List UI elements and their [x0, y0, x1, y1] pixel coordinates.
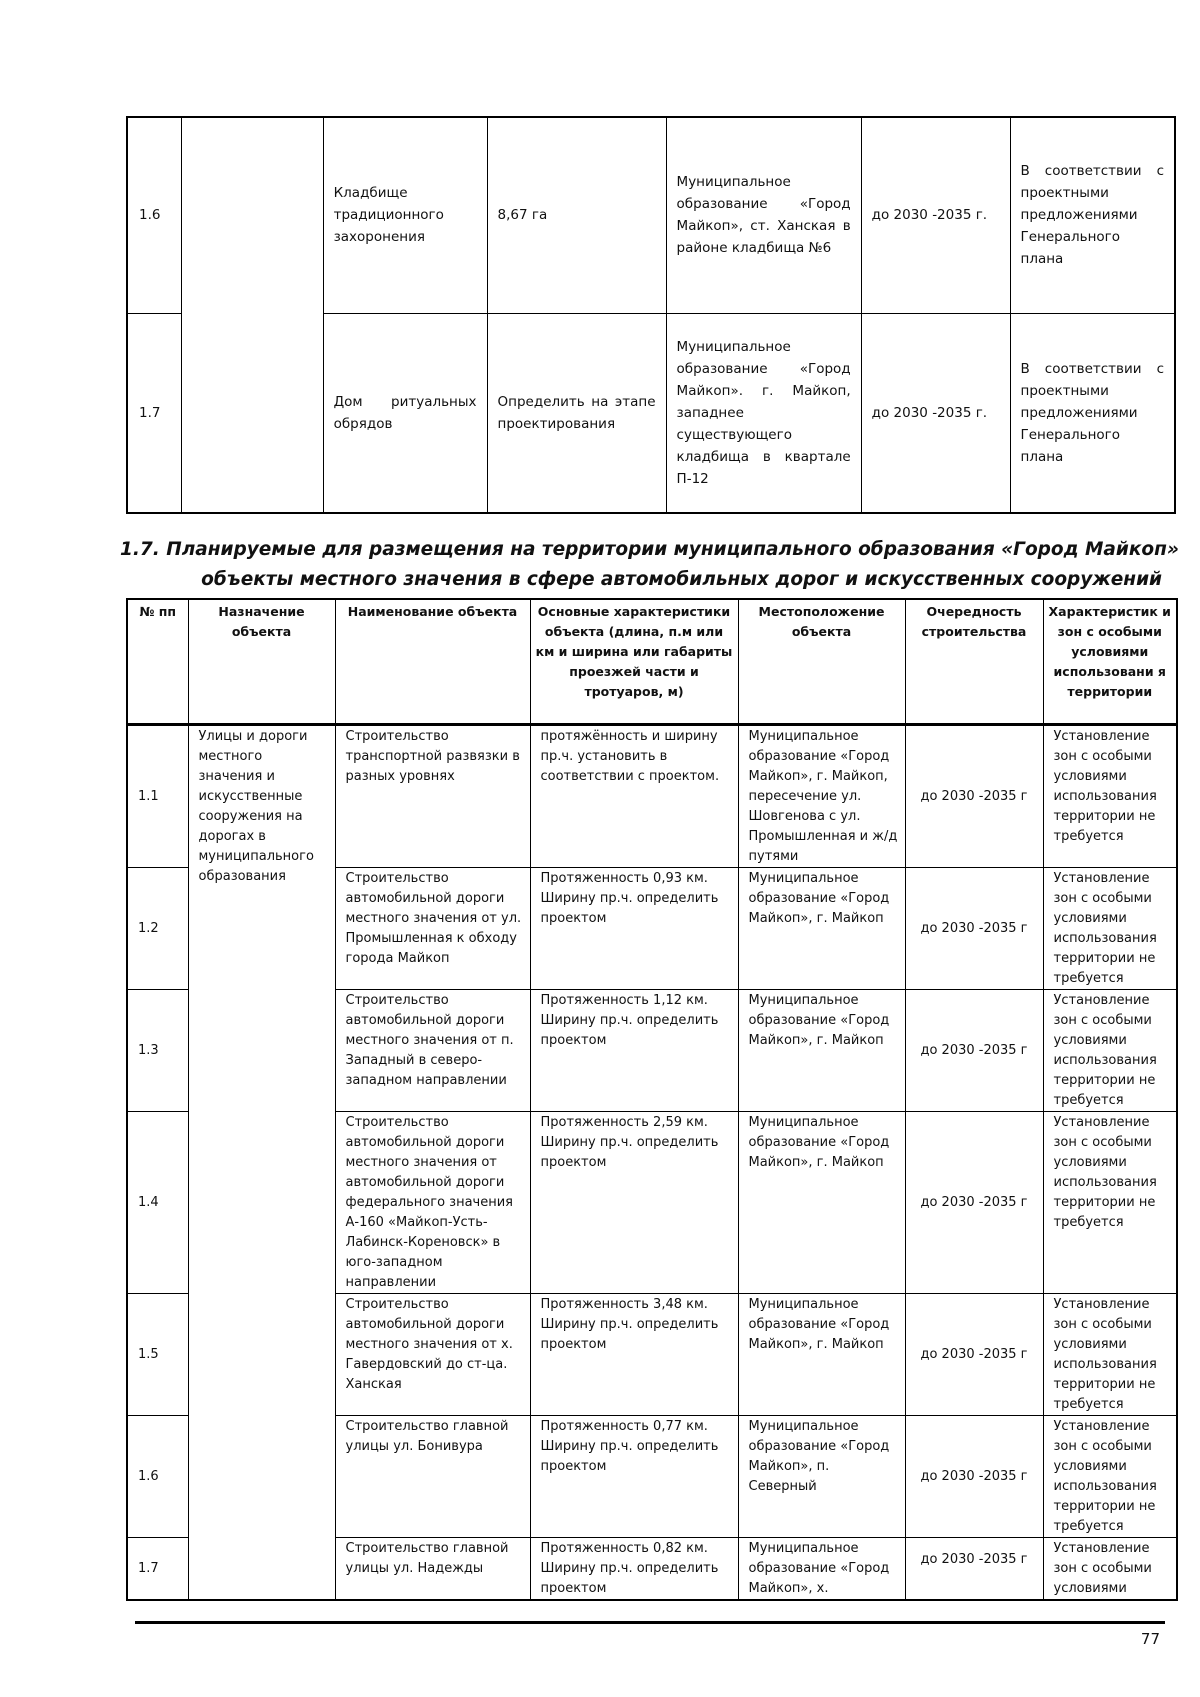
- construction-stage: до 2030 -2035 г: [905, 1111, 1043, 1293]
- object-characteristics: Протяженность 1,12 км. Ширину пр.ч. определить проектом: [530, 989, 738, 1111]
- object-location: Муниципальное образование «Город Майкоп», п. Северный: [738, 1415, 905, 1537]
- object-name: Строительство транспортной развязки в разных уровнях: [335, 724, 530, 867]
- row-number: 1.6: [127, 1415, 188, 1537]
- cemetery-objects-table: [126, 116, 1176, 514]
- construction-stage: до 2030 -2035 г: [905, 867, 1043, 989]
- construction-stage: до 2030 -2035 г: [905, 724, 1043, 867]
- object-location: Муниципальное образование «Город Майкоп», х.: [738, 1537, 905, 1600]
- zone-conditions: В соответствии с проектными предложениями Генерального плана: [1010, 313, 1175, 513]
- zone-conditions: Установление зон с особыми условиями использования территории не требуется: [1043, 867, 1177, 989]
- object-location: Муниципальное образование «Город Майкоп». г. Майкоп, западнее существующего кладбища в квартале П-12: [666, 313, 861, 513]
- zone-conditions: Установление зон с особыми условиями использования территории не требуется: [1043, 1111, 1177, 1293]
- object-name: Дом ритуальных обрядов: [323, 313, 487, 513]
- object-location: Муниципальное образование «Город Майкоп», г. Майкоп, пересечение ул. Шовгенова с ул. Промышленная и ж/д путями: [738, 724, 905, 867]
- row-number: 1.7: [127, 313, 181, 513]
- construction-stage: до 2030 -2035 г.: [861, 313, 1010, 513]
- object-name: Строительство главной улицы ул. Бонивура: [335, 1415, 530, 1537]
- roads-objects-table: [126, 598, 1178, 1601]
- object-name: Строительство автомобильной дороги местного значения от ул. Промышленная к обходу города Майкоп: [335, 867, 530, 989]
- object-characteristics: Протяженность 0,93 км. Ширину пр.ч. определить проектом: [530, 867, 738, 989]
- object-characteristics: Определить на этапе проектирования: [487, 313, 666, 513]
- zone-conditions: В соответствии с проектными предложениями Генерального плана: [1010, 117, 1175, 313]
- object-characteristics: Протяженность 0,77 км. Ширину пр.ч. определить проектом: [530, 1415, 738, 1537]
- object-characteristics: Протяженность 3,48 км. Ширину пр.ч. определить проектом: [530, 1293, 738, 1415]
- header-stage: Очередность строительства: [905, 599, 1043, 724]
- table-row: [127, 117, 1175, 313]
- object-location: Муниципальное образование «Город Майкоп», г. Майкоп: [738, 1111, 905, 1293]
- purpose-cell: Улицы и дороги местного значения и искусственные сооружения на дорогах в муниципального образования: [188, 724, 335, 1600]
- header-zone: Характеристик и зон с особыми условиями использовани я территории: [1043, 599, 1177, 724]
- construction-stage: до 2030 -2035 г: [905, 989, 1043, 1111]
- object-name: Строительство автомобильной дороги местного значения от автомобильной дороги федерального значения А-160 «Майкоп-Усть-Лабинск-Кореновск» в юго-западном направлении: [335, 1111, 530, 1293]
- section-heading: [120, 535, 1179, 595]
- object-location: Муниципальное образование «Город Майкоп», ст. Ханская в районе кладбища №6: [666, 117, 861, 313]
- section-heading-line-2: объекты местного значения в сфере автомобильных дорог и искусственных сооружений: [201, 569, 1162, 590]
- row-number: 1.7: [127, 1537, 188, 1600]
- header-location: Местоположение объекта: [738, 599, 905, 724]
- row-number: 1.4: [127, 1111, 188, 1293]
- zone-conditions: Установление зон с особыми условиями использования территории не требуется: [1043, 1293, 1177, 1415]
- object-location: Муниципальное образование «Город Майкоп», г. Майкоп: [738, 989, 905, 1111]
- zone-conditions: Установление зон с особыми условиями: [1043, 1537, 1177, 1600]
- section-heading-line-1: 1.7. Планируемые для размещения на территории муниципального образования «Город Майкоп»: [120, 539, 1179, 560]
- row-number: 1.5: [127, 1293, 188, 1415]
- object-characteristics: протяжённость и ширину пр.ч. установить в соответствии с проектом.: [530, 724, 738, 867]
- construction-stage: до 2030 -2035 г: [905, 1293, 1043, 1415]
- object-characteristics: Протяженность 2,59 км. Ширину пр.ч. определить проектом: [530, 1111, 738, 1293]
- row-number: 1.2: [127, 867, 188, 989]
- object-characteristics: 8,67 га: [487, 117, 666, 313]
- construction-stage: до 2030 -2035 г.: [861, 117, 1010, 313]
- object-name: Кладбище традиционного захоронения: [323, 117, 487, 313]
- object-characteristics: Протяженность 0,82 км. Ширину пр.ч. определить проектом: [530, 1537, 738, 1600]
- zone-conditions: Установление зон с особыми условиями использования территории не требуется: [1043, 989, 1177, 1111]
- table-row: [127, 724, 1177, 867]
- row-number: 1.3: [127, 989, 188, 1111]
- zone-conditions: Установление зон с особыми условиями использования территории не требуется: [1043, 724, 1177, 867]
- object-name: Строительство автомобильной дороги местного значения от п. Западный в северо-западном направлении: [335, 989, 530, 1111]
- object-location: Муниципальное образование «Город Майкоп», г. Майкоп: [738, 1293, 905, 1415]
- construction-stage: до 2030 -2035 г: [905, 1537, 1043, 1600]
- page-number: 77: [1140, 1630, 1160, 1648]
- construction-stage: до 2030 -2035 г: [905, 1415, 1043, 1537]
- row-number: 1.1: [127, 724, 188, 867]
- header-name: Наименование объекта: [335, 599, 530, 724]
- purpose-cell: [181, 117, 323, 513]
- header-purpose: Назначение объекта: [188, 599, 335, 724]
- header-characteristics: Основные характеристики объекта (длина, п.м или км и ширина или габариты проезжей части и тротуаров, м): [530, 599, 738, 724]
- header-num: № пп: [127, 599, 188, 724]
- footer-divider: [135, 1621, 1165, 1624]
- object-location: Муниципальное образование «Город Майкоп», г. Майкоп: [738, 867, 905, 989]
- zone-conditions: Установление зон с особыми условиями использования территории не требуется: [1043, 1415, 1177, 1537]
- object-name: Строительство главной улицы ул. Надежды: [335, 1537, 530, 1600]
- table-header-row: [127, 599, 1177, 724]
- row-number: 1.6: [127, 117, 181, 313]
- object-name: Строительство автомобильной дороги местного значения от х. Гавердовский до ст-ца. Ханская: [335, 1293, 530, 1415]
